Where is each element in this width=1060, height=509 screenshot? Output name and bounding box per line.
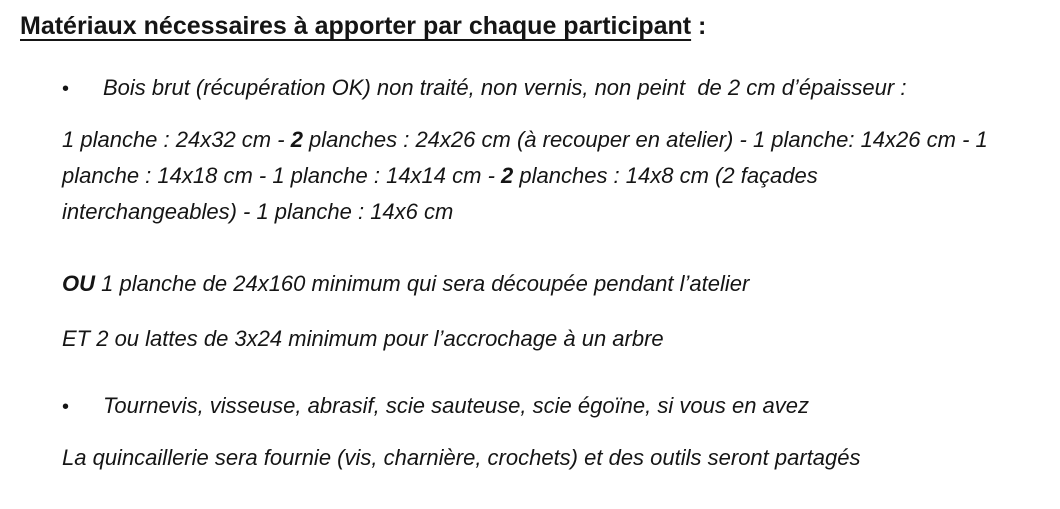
planks-paragraph bbox=[62, 122, 997, 230]
text-segment: 1 planche : 24x32 cm - bbox=[62, 127, 291, 152]
bullet-item-tools-text: Tournevis, visseuse, abrasif, scie sauteuse, scie égoïne, si vous en avez bbox=[103, 393, 810, 418]
page-title bbox=[20, 10, 706, 42]
bullet-item-wood-text: Bois brut (récupération OK) non traité, non vernis, non peint de 2 cm d’épaisseur : bbox=[103, 75, 907, 100]
bullet-item-wood bbox=[62, 70, 906, 107]
alt-plank-paragraph bbox=[62, 266, 749, 302]
bold-text-segment: OU bbox=[62, 271, 95, 296]
bold-text-segment: 2 bbox=[501, 163, 514, 188]
bullet-icon: • bbox=[62, 78, 70, 100]
battens-paragraph: ET 2 ou lattes de 3x24 minimum pour l’accrochage à un arbre bbox=[62, 326, 664, 351]
page-title-text: Matériaux nécessaires à apporter par chaque participant bbox=[20, 12, 692, 40]
text-segment: planches : 24x26 cm (à recouper en atelier) - 1 planche: 14x26 cm - 1 planche : 14x18 cm - 1 planche : 14x14 cm - bbox=[62, 127, 994, 188]
bullet-item-tools bbox=[62, 388, 809, 425]
text-segment: 1 planche de 24x160 minimum qui sera découpée pendant l’atelier bbox=[95, 271, 750, 296]
bold-text-segment: 2 bbox=[290, 127, 303, 152]
closing-note: La quincaillerie sera fournie (vis, charnière, crochets) et des outils seront partagés bbox=[62, 445, 861, 470]
page-title-colon: : bbox=[691, 12, 707, 40]
text-segment: planches : 14x8 cm (2 façades interchangeables) - 1 planche : 14x6 cm bbox=[62, 163, 824, 224]
bullet-icon: • bbox=[62, 396, 70, 418]
